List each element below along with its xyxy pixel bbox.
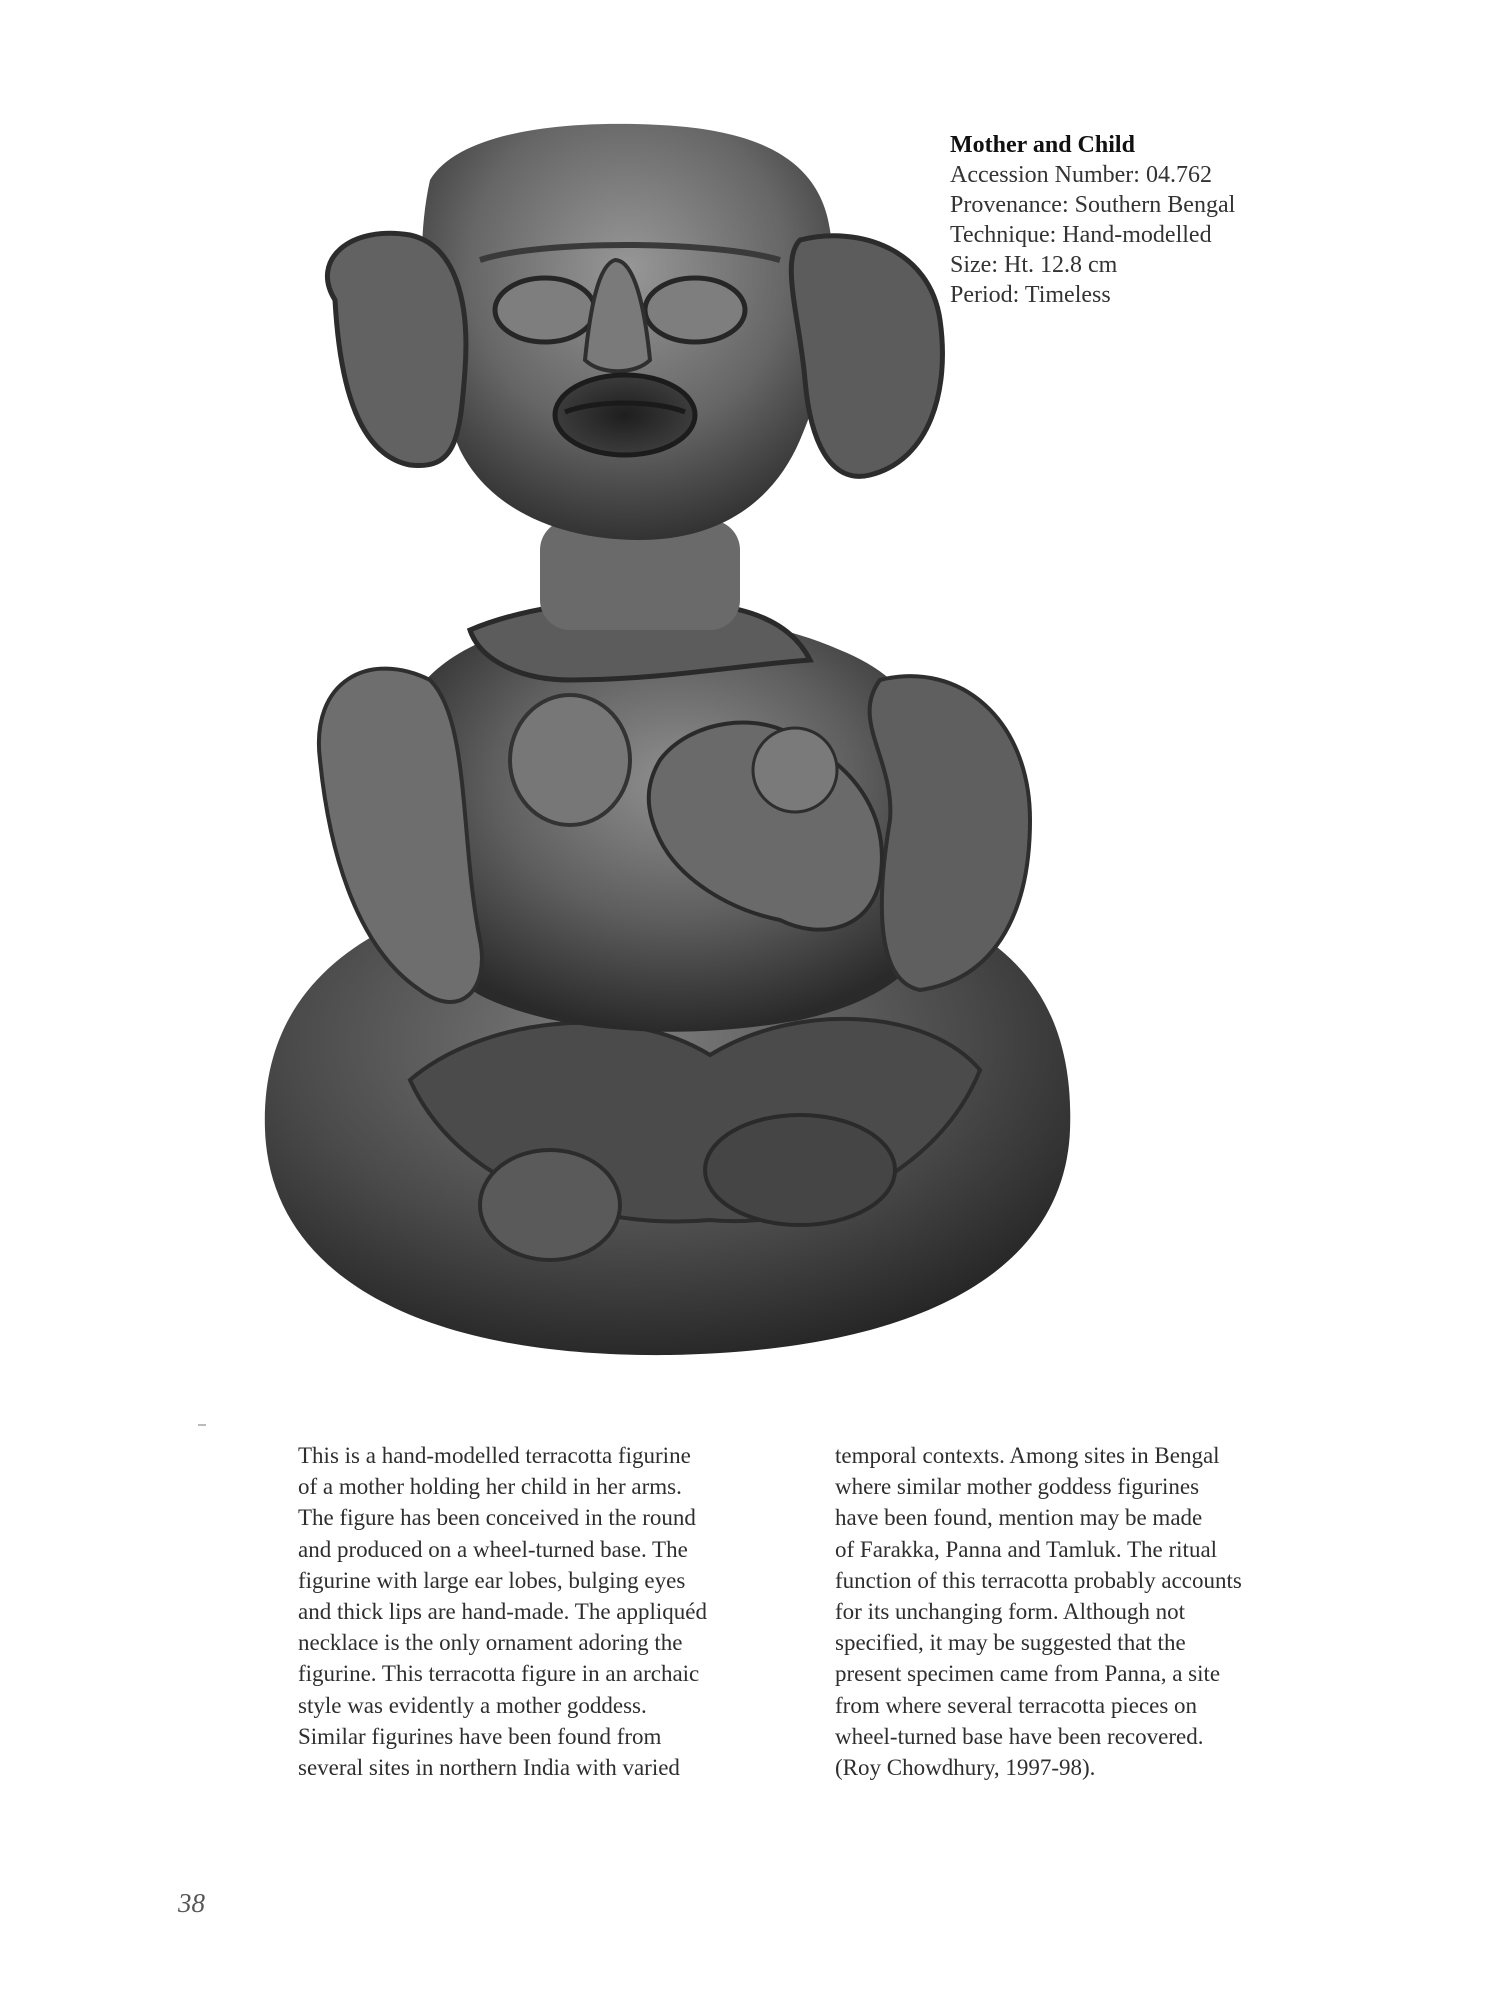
body-text-left-column (298, 1440, 778, 1783)
body-text-right-column (835, 1440, 1315, 1783)
body-line: present specimen came from Panna, a site (835, 1661, 1221, 1687)
size: Size: Ht. 12.8 cm (950, 252, 1118, 278)
body-line: Similar figurines have been found from (298, 1723, 662, 1749)
body-line: wheel-turned base have been recovered. (835, 1723, 1204, 1749)
figurine-photo (240, 120, 1080, 1400)
body-line: figurine with large ear lobes, bulging eyes (298, 1567, 686, 1593)
figurine-right-eye (645, 278, 745, 342)
body-line: style was evidently a mother goddess. (298, 1692, 647, 1718)
body-line: necklace is the only ornament adoring the (298, 1630, 683, 1656)
body-line: have been found, mention may be made (835, 1505, 1203, 1531)
margin-mark (198, 1424, 206, 1426)
body-line: This is a hand-modelled terracotta figurine (298, 1443, 691, 1468)
body-line: of Farakka, Panna and Tamluk. The ritual (835, 1536, 1218, 1562)
body-line: specified, it may be suggested that the (835, 1630, 1186, 1656)
technique: Technique: Hand-modelled (950, 222, 1212, 248)
body-line: of a mother holding her child in her arms. (298, 1474, 682, 1500)
body-line: The figure has been conceived in the round (298, 1505, 696, 1531)
figurine-right-ear (791, 236, 942, 477)
body-line: from where several terracotta pieces on (835, 1692, 1198, 1718)
body-line: several sites in northern India with varied (298, 1755, 680, 1781)
artwork-title: Mother and Child (950, 132, 1135, 158)
accession-number: Accession Number: 04.762 (950, 162, 1212, 188)
body-line: and produced on a wheel-turned base. The (298, 1536, 688, 1562)
body-line: function of this terracotta probably accounts (835, 1567, 1242, 1593)
page-number: 38 (178, 1888, 205, 1918)
body-line: figurine. This terracotta figure in an archaic (298, 1661, 700, 1687)
figurine-mouth (555, 375, 695, 455)
figurine-left-ear (327, 233, 465, 465)
body-line: temporal contexts. Among sites in Bengal (835, 1443, 1220, 1468)
artwork-caption (950, 130, 1370, 310)
figurine-left-eye (495, 278, 595, 342)
body-line: (Roy Chowdhury, 1997-98). (835, 1755, 1096, 1781)
period: Period: Timeless (950, 282, 1111, 308)
body-line: and thick lips are hand-made. The appliquéd (298, 1599, 707, 1625)
provenance: Provenance: Southern Bengal (950, 192, 1236, 218)
body-line: where similar mother goddess figurines (835, 1474, 1200, 1500)
body-line: for its unchanging form. Although not (835, 1599, 1186, 1625)
